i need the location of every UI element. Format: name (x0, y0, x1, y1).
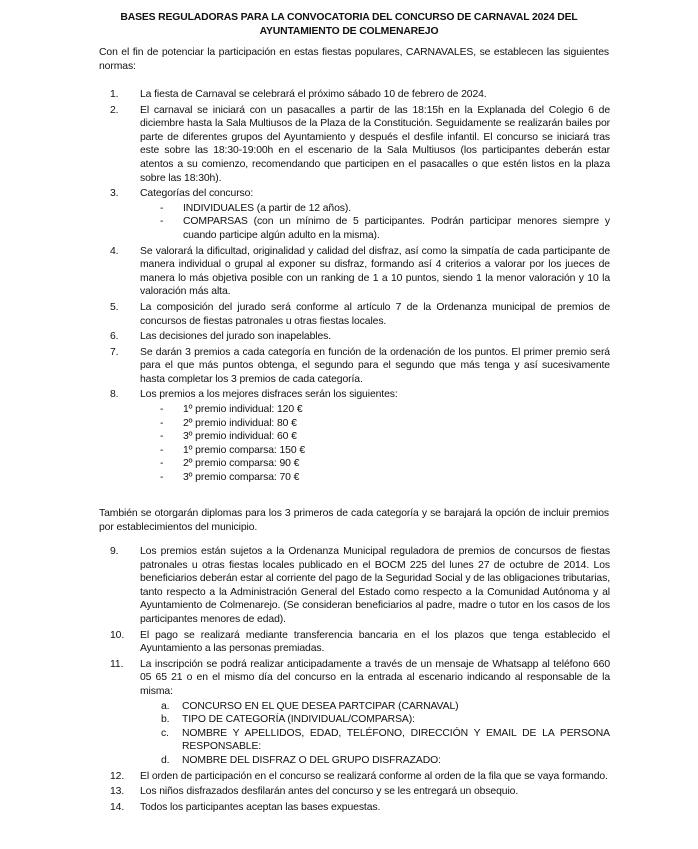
dash-bullet: - (160, 472, 164, 484)
intro-paragraph: Con el fin de potenciar la participación en estas fiestas populares, CARNAVALES, se establecen las siguientes normas: (99, 47, 609, 72)
sub-list-item (140, 215, 610, 242)
item-text: El orden de participación en el concurso se realizará conforme al orden de la fila que se vaya formando. (140, 770, 608, 782)
item-text: Todos los participantes aceptan las bases expuestas. (140, 801, 381, 813)
sub-item-text: NOMBRE DEL DISFRAZ O DEL GRUPO DISFRAZADO: (182, 754, 441, 766)
document-title: BASES REGULADORAS PARA LA CONVOCATORIA DEL CONCURSO DE CARNAVAL 2024 DEL AYUNTAMIENTO DE COLMENAREJO (120, 12, 578, 37)
item-text: La composición del jurado será conforme al artículo 7 de la Ordenanza municipal de premios de concursos de fiestas patronales u otras fiestas locales. (140, 301, 610, 327)
item-text: Categorías del concurso: (140, 188, 254, 200)
lettered-sub-item (140, 713, 610, 727)
list-item (110, 346, 610, 387)
lettered-sub-item (140, 754, 610, 768)
list-item (110, 388, 610, 484)
item-text: Los premios están sujetos a la Ordenanza Municipal reguladora de premios de concursos de fiestas patronales u otras fiestas locales publicado en el BOCM 225 del lunes 27 de octubre de 2014. Los beneficiarios deberán estar al corriente del pago de la Seguridad Social y de las obligaciones tributarias, tanto respecto a la Administración General del Estado como respecto a la Comunidad Autónoma y al Ayuntamiento de Colmenarejo. (Se consideran beneficiarios al padre, madre o tutor en los casos de los participantes menores de edad). (140, 546, 610, 625)
dash-bullet: - (160, 216, 164, 228)
rules-list-2 (110, 545, 610, 816)
item-text: Se darán 3 premios a cada categoría en función de la ordenación de los puntos. El primer premio será para el que más puntos obtenga, el segundo para el segundo que más tenga y así sucesivamente hasta completar los 3 premios de cada categoría. (140, 346, 610, 385)
sub-item-text: INDIVIDUALES (a partir de 12 años). (183, 202, 352, 214)
sub-item-text: 2º premio individual: 80 € (183, 417, 297, 429)
list-item (110, 330, 610, 344)
lettered-sub-list (140, 700, 610, 768)
dash-bullet: - (160, 458, 164, 470)
sub-list (140, 202, 610, 243)
dash-bullet: - (160, 444, 164, 456)
item-number: 8. (110, 389, 119, 401)
sub-list-item (140, 430, 610, 444)
diplomas-paragraph: También se otorgarán diplomas para los 3 primeros de cada categoría y se barajará la opción de incluir premios por establecimientos del municipio. (99, 508, 609, 533)
list-item (110, 658, 610, 768)
sub-item-text: COMPARSAS (con un mínimo de 5 participantes. Podrán participar menores siempre y cuando participe algún adulto en la misma). (183, 216, 610, 241)
sub-item-text: TIPO DE CATEGORÍA (INDIVIDUAL/COMPARSA): (182, 714, 415, 726)
item-text: La fiesta de Carnaval se celebrará el próximo sábado 10 de febrero de 2024. (140, 89, 487, 100)
list-item (110, 88, 610, 102)
item-number: 3. (110, 188, 119, 200)
sub-list-item (140, 457, 610, 471)
item-number: 12. (110, 770, 125, 782)
item-number: 6. (110, 331, 119, 343)
list-item (110, 629, 610, 656)
item-number: 2. (110, 104, 119, 116)
sub-item-letter: b. (161, 714, 170, 726)
dash-bullet: - (160, 404, 164, 416)
lettered-sub-item (140, 727, 610, 754)
sub-item-letter: c. (161, 727, 169, 739)
item-text: Los niños disfrazados desfilarán antes del concurso y se les entregará un obsequio. (140, 786, 519, 798)
item-number: 7. (110, 346, 119, 358)
list-item (110, 187, 610, 242)
dash-bullet: - (160, 417, 164, 429)
item-text: La inscripción se podrá realizar anticipadamente a través de un mensaje de Whatsapp al teléfono 660 05 65 21 o en el mismo día del concurso en la entrada al escenario indicando al responsable de la misma: (140, 658, 610, 697)
list-item (110, 245, 610, 299)
list-item (110, 104, 610, 186)
sub-item-text: NOMBRE Y APELLIDOS, EDAD, TELÉFONO, DIRECCIÓN Y EMAIL DE LA PERSONA RESPONSABLE: (182, 727, 610, 753)
item-text: El pago se realizará mediante transferencia bancaria en el los plazos que tenga establecido el Ayuntamiento a las personas premiadas. (140, 629, 610, 655)
sub-list-item (140, 403, 610, 417)
item-number: 9. (110, 546, 119, 557)
list-item (110, 785, 610, 799)
sub-list-item (140, 202, 610, 216)
item-number: 14. (110, 801, 125, 813)
rules-list-1 (110, 88, 610, 487)
lettered-sub-item (140, 700, 610, 714)
item-number: 5. (110, 301, 119, 313)
item-text: Se valorará la dificultad, originalidad y calidad del disfraz, así como la simpatía de cada participante de manera individual o grupal al exponer su disfraz, formando así 4 criterios a valorar por los jueces de manera lo más objetiva posible con un ranking de 1 a 10 puntos, siendo 1 la menor valoración y 10 la valoración más alta. (140, 245, 610, 298)
sub-item-text: 3º premio individual: 60 € (183, 431, 297, 443)
item-number: 13. (110, 786, 125, 798)
sub-item-text: 1º premio individual: 120 € (183, 404, 303, 416)
item-number: 1. (110, 89, 119, 100)
sub-item-letter: d. (161, 754, 170, 766)
sub-list (140, 403, 610, 485)
sub-item-text: 2º premio comparsa: 90 € (183, 458, 300, 470)
item-number: 10. (110, 629, 125, 641)
sub-list-item (140, 444, 610, 458)
item-number: 11. (110, 658, 124, 670)
item-text: Las decisiones del jurado son inapelables. (140, 331, 332, 343)
list-item (110, 301, 610, 328)
sub-item-letter: a. (161, 700, 170, 712)
sub-item-text: 1º premio comparsa: 150 € (183, 444, 306, 456)
sub-list-item (140, 471, 610, 485)
list-item (110, 801, 610, 815)
dash-bullet: - (160, 431, 164, 443)
item-number: 4. (110, 245, 119, 257)
item-text: El carnaval se iniciará con un pasacalles a partir de las 18:15h en la Explanada del Colegio 6 de diciembre hasta la Sala Multiusos de la Plaza de la Constitución. Seguidamente se realizarán bailes por parte de diferentes grupos del Ayuntamiento y después el desfile infantil. El concurso se iniciará tras este sobre las 18:30-19:00h en el escenario de la Sala Multiusos (los participantes deberán estar atentos a su comienzo, recomendando que participen en el pasacalles o que estén listos en la plaza sobre las 18:30h). (140, 104, 610, 184)
item-text: Los premios a los mejores disfraces serán los siguientes: (140, 389, 398, 401)
sub-list-item (140, 417, 610, 431)
dash-bullet: - (160, 202, 164, 214)
sub-item-text: 3º premio comparsa: 70 € (183, 472, 300, 484)
list-item (110, 545, 610, 627)
list-item (110, 770, 610, 784)
sub-item-text: CONCURSO EN EL QUE DESEA PARTCIPAR (CARNAVAL) (182, 700, 459, 712)
